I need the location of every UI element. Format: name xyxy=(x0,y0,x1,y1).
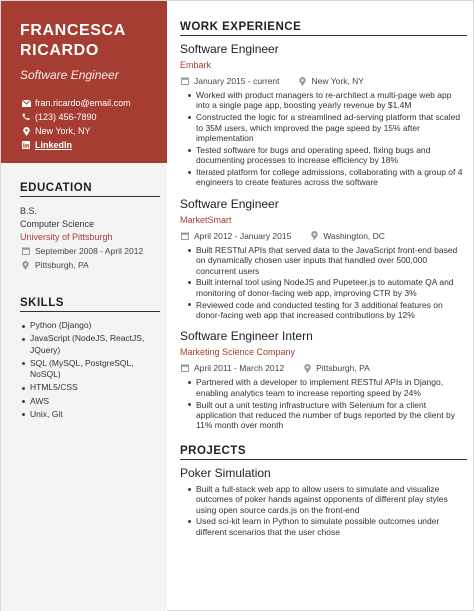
phone-row[interactable] xyxy=(20,110,157,124)
job-bullets xyxy=(180,90,467,188)
skill-item: Unix, Git xyxy=(20,409,160,421)
skills-list xyxy=(20,320,160,420)
job-bullet: Built out a unit testing infrastructure with Selenium for a client application that reduced the number of bugs reported by the client by 11% month over month xyxy=(187,400,467,431)
skill-item: AWS xyxy=(20,396,160,408)
education-dates: September 2008 - April 2012 xyxy=(35,246,144,256)
email-row[interactable] xyxy=(20,96,157,110)
education-dates-row xyxy=(20,244,160,258)
location-text: New York, NY xyxy=(35,126,91,136)
skill-item: JavaScript (NodeJS, ReactJS, JQuery) xyxy=(20,333,160,356)
job-entry xyxy=(180,329,467,430)
map-pin-icon xyxy=(20,127,32,136)
skill-item: Python (Django) xyxy=(20,320,160,332)
company-name: Embark xyxy=(180,60,212,70)
right-column xyxy=(180,21,467,546)
calendar-icon xyxy=(180,77,190,85)
job-bullets xyxy=(180,245,467,321)
job-bullet: Tested software for bugs and operating speed, fixing bugs and documenting processes to increase efficiency by 18% xyxy=(187,145,467,166)
school-name: University of Pittsburgh xyxy=(20,232,113,242)
project-bullets xyxy=(180,484,467,537)
name-first: FRANCESCA xyxy=(20,22,126,39)
job-bullet: Built internal tool using NodeJS and Pupeteer.js to automate QA and monitoring of donor-facing web app, improving CTR by 3% xyxy=(187,277,467,298)
map-pin-icon xyxy=(309,231,319,240)
job-location-group xyxy=(309,231,385,241)
linkedin-row[interactable] xyxy=(20,138,157,152)
job-bullets xyxy=(180,377,467,430)
calendar-icon xyxy=(180,364,190,372)
calendar-icon xyxy=(20,247,31,255)
project-entry xyxy=(180,466,467,537)
project-bullet: Built a full-stack web app to allow users to simulate and visualize outcomes of poker hands against opponents of different play styles using open source cards.js on the front-end xyxy=(187,484,467,515)
map-pin-icon xyxy=(302,364,312,373)
job-location: Pittsburgh, PA xyxy=(316,363,370,374)
envelope-icon xyxy=(20,100,32,107)
job-dates-group xyxy=(180,231,291,241)
phone-text: (123) 456-7890 xyxy=(35,112,97,122)
job-meta xyxy=(180,362,467,374)
linkedin-link[interactable]: LinkedIn xyxy=(35,140,73,150)
work-experience-heading: WORK EXPERIENCE xyxy=(180,21,467,36)
job-dates-group xyxy=(180,76,280,86)
education-section xyxy=(20,182,160,272)
job-meta xyxy=(180,75,467,87)
profile-header xyxy=(1,1,167,163)
phone-icon xyxy=(20,113,32,121)
job-dates: January 2015 - current xyxy=(194,76,280,86)
job-meta xyxy=(180,230,467,242)
linkedin-icon xyxy=(20,141,32,149)
education-location: Pittsburgh, PA xyxy=(35,260,89,270)
email-text: fran.ricardo@email.com xyxy=(35,98,131,108)
calendar-icon xyxy=(180,232,190,240)
job-title-heading: Software Engineer xyxy=(20,68,119,82)
company-name: Marketing Science Company xyxy=(180,347,296,358)
map-pin-icon xyxy=(298,77,308,86)
job-entry xyxy=(180,42,467,188)
project-title: Poker Simulation xyxy=(180,465,271,480)
name-last: RICARDO xyxy=(20,42,99,59)
job-entry xyxy=(180,197,467,321)
job-bullet: Constructed the logic for a streamlined ad-serving platform that scaled to 35M users, which improved the page speed by 15% after implementation xyxy=(187,112,467,143)
job-location-group xyxy=(302,363,370,373)
skills-heading: SKILLS xyxy=(20,297,160,312)
job-bullet: Iterated platform for college admissions, collaborating with a group of 4 engineers to create features across the software xyxy=(187,167,467,188)
education-heading: EDUCATION xyxy=(20,182,160,197)
skills-section xyxy=(20,297,160,422)
job-dates: April 2011 - March 2012 xyxy=(194,363,285,374)
projects-heading: PROJECTS xyxy=(180,445,467,460)
job-bullet: Worked with product managers to re-architect a multi-page web app into a single page app, boosting yearly revenue by $1.4M xyxy=(187,90,467,111)
job-location-group xyxy=(298,76,364,86)
job-bullet: Built RESTful APIs that served data to the JavaScript front-end based on dynamically chosen user inputs that handled over 500,000 concurrent users xyxy=(187,245,467,276)
skill-item: HTML5/CSS xyxy=(20,382,160,394)
job-dates: April 2012 - January 2015 xyxy=(194,230,292,241)
education-location-row xyxy=(20,258,160,272)
job-bullet: Reviewed code and conducted testing for 3 additional features on donor-facing web app that increased contributions by 12% xyxy=(187,300,467,321)
map-pin-icon xyxy=(20,261,31,270)
job-bullet: Partnered with a developer to implement RESTful APIs in Django, enabling analytics team to increase reporting speed by 24% xyxy=(187,377,467,398)
field-of-study: Computer Science xyxy=(20,219,95,229)
degree: B.S. xyxy=(20,206,38,216)
job-location: Washington, DC xyxy=(323,230,385,241)
skill-item: SQL (MySQL, PostgreSQL, NoSQL) xyxy=(20,358,160,381)
project-bullet: Used sci-kit learn in Python to simulate possible outcomes under different scenarios that the user chose xyxy=(187,516,467,537)
left-column xyxy=(1,1,167,611)
company-name: MarketSmart xyxy=(180,214,232,225)
job-title: Software Engineer xyxy=(180,42,279,56)
job-dates-group xyxy=(180,363,284,373)
job-title: Software Engineer Intern xyxy=(180,329,313,344)
contact-info xyxy=(20,96,157,152)
job-location: New York, NY xyxy=(311,76,364,86)
location-row xyxy=(20,124,157,138)
job-title: Software Engineer xyxy=(180,196,279,211)
